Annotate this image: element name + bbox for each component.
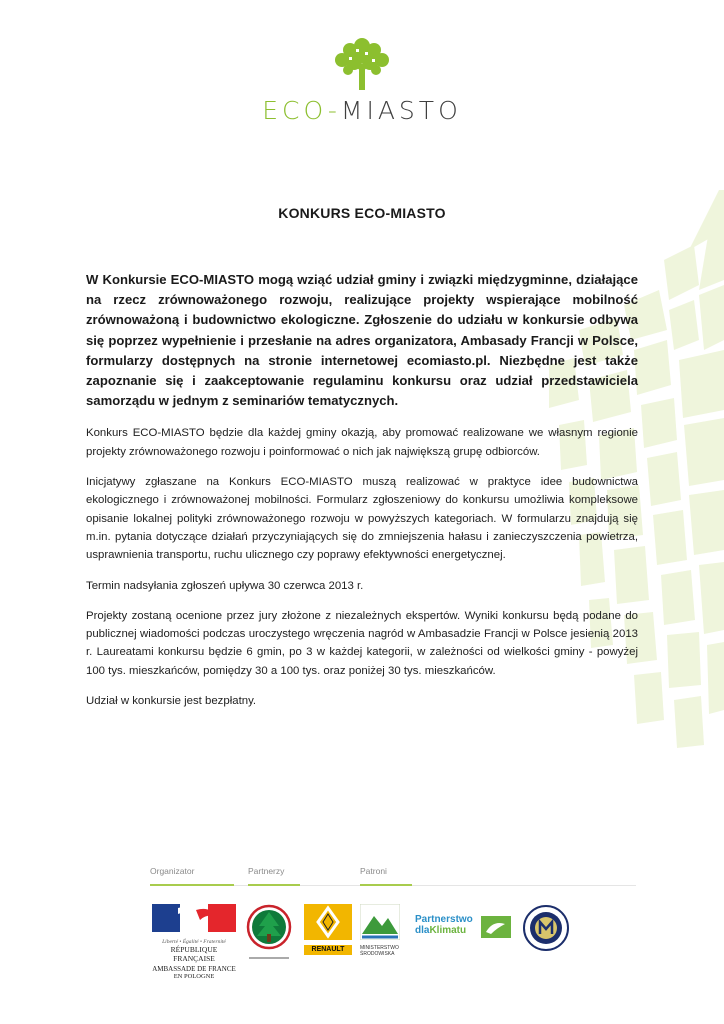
france-republic: RÉPUBLIQUE FRANÇAISE [170,945,218,963]
partnerstwo-line3: Klimatu [429,925,467,936]
paragraph: Projekty zostaną ocenione przez jury złożone z niezależnych ekspertów. Wyniki konkursu będą podane do publicznej wiadomości podczas uroczystego wręczenia nagród w Ambasadzie Francji w Polsce jesienią 2013 r. Laureatami konkursu będzie 6 gmin, po 3 w każdej kategorii, w zależności od wielkości gminy - powyżej 100 tys. mieszkańców, pomiędzy 30 a 100 tys. oraz poniżej 30 tys. mieszkańców. [86,609,638,677]
paragraph: Udział w konkursie jest bezpłatny. [86,694,257,707]
page-title: KONKURS ECO-MIASTO [278,205,446,221]
ministry-logo [360,904,404,960]
organizer-label: Organizator [150,866,195,876]
eco-miasto-logo [0,32,724,125]
paragraph: Konkurs ECO-MIASTO będzie dla każdej gminy okazją, aby promować realizowane we własnym regionie projekty zrównoważonego rozwoju i poinformować o nich jak największą grupę odbiorców. [86,427,638,458]
renault-logo [304,904,352,952]
logo-dash: - [327,96,341,125]
tree-icon [322,32,402,92]
partners-label: Partnerzy [248,866,285,876]
sponsors-footer [150,866,636,996]
partnerstwo-dla-klimatu-logo [415,914,511,944]
france-embassy-line2: EN POLOGNE [173,973,215,980]
renault-diamond-icon [304,904,352,940]
france-motto: Liberté • Égalité • Fraternité [162,939,226,945]
marianne-flag-icon [152,904,236,932]
partners-underline [248,884,300,886]
renault-wordmark: RENAULT [304,945,352,955]
france-embassy-line1: AMBASSADE DE FRANCE [152,965,236,973]
french-embassy-logo [150,904,238,980]
metropolis-seal-logo [522,904,570,952]
paragraph: Termin nadsyłania zgłoszeń upływa 30 czerwca 2013 r. [86,579,364,592]
patrons-underline [360,884,412,886]
ministry-line1: MINISTERSTWO [360,945,399,951]
partner-logo-caption-lines [249,957,289,959]
document-body [86,270,638,722]
partner-round-logo [246,904,292,960]
mountain-icon [360,904,400,940]
seal-icon [522,904,570,952]
logo-eco: ECO [262,96,328,125]
partnerstwo-line2: dla [415,925,430,936]
logo-miasto: MIASTO [340,96,462,125]
patrons-label: Patroni [360,866,387,876]
paragraph: Inicjatywy zgłaszane na Konkurs ECO-MIASTO muszą realizować w praktyce idee budownictwa ekologicznego i zrównoważonej mobilności. Formularz zgłoszeniowy do konkursu umożliwia kompleksowe opisanie lokalnej polityki zrównoważonego rozwoju w powyższych kategoriach. W formularzu znajdują się m.in. pytania dotyczące działań przyczyniających się do zmniejszenia hałasu i zanieczyszczenia powietrza, usprawnienia transportu, ruchu ulicznego czy poprawy efektywności energetycznej. [86,476,638,562]
climate-badge-icon [481,916,511,938]
organizer-underline [150,884,234,886]
ministry-line2: ŚRODOWISKA [360,951,395,957]
logo-wordmark [0,96,724,125]
partnerstwo-line1: Partnerstwo [415,914,473,925]
lead-paragraph: W Konkursie ECO-MIASTO mogą wziąć udział gminy i związki międzygminne, działające na rzecz zrównoważonego rozwoju, realizujące projekty wspierające mobilność zrównoważoną i budownictwo ekologiczne. Zgłoszenie do udziału w konkursie odbywa się poprzez wypełnienie i przesłanie na adres organizatora, Ambasady Francji w Polsce, formularzy dostępnych na stronie internetowej ecomiasto.pl. Niezbędne jest także zapoznanie się i zaakceptowanie regulaminu konkursu oraz udział przedstawiciela samorządu w jednym z seminariów tematycznych. [86,272,638,409]
tree-circle-icon [246,904,292,950]
